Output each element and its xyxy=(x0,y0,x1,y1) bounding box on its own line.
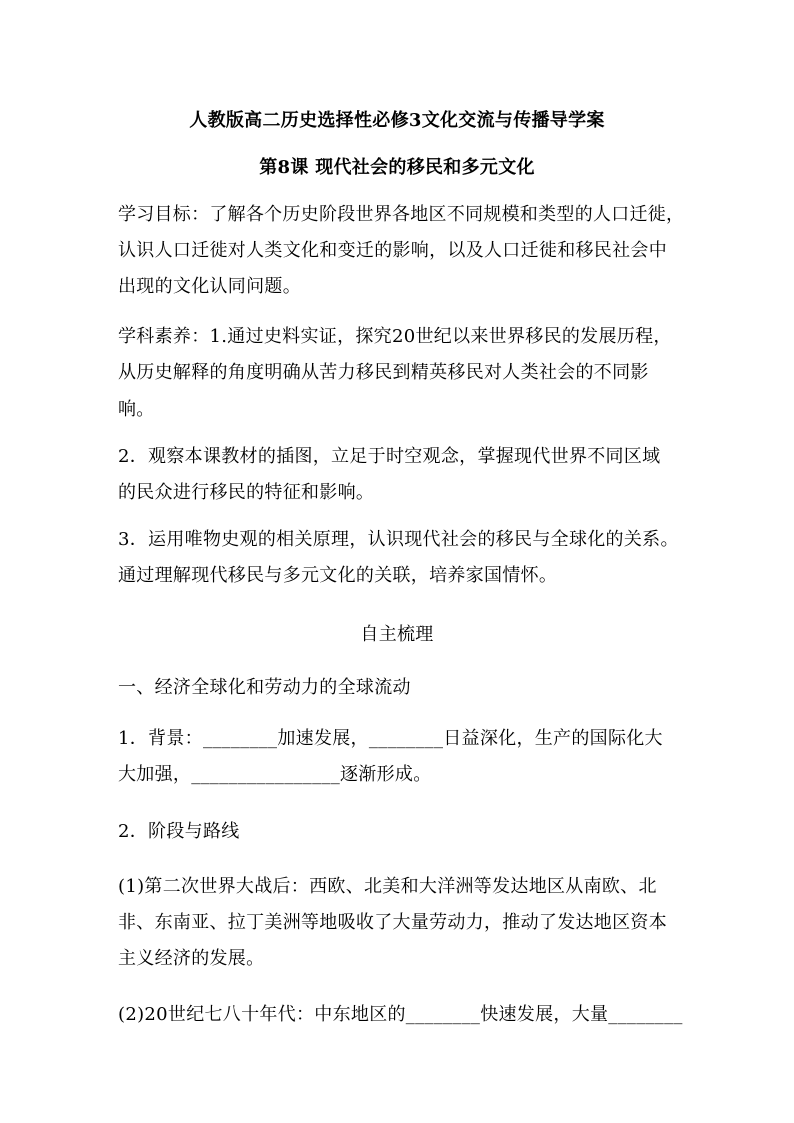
stage1-line-1: (1)第二次世界大战后：西欧、北美和大洋洲等发达地区从南欧、北 xyxy=(118,876,657,897)
point2-line-2: 的民众进行移民的特征和影响。 xyxy=(118,482,375,503)
goals-line-3: 出现的文化认同问题。 xyxy=(118,276,301,297)
literacy-line-1: 学科素养：1.通过史料实证，探究20世纪以来世界移民的发展历程， xyxy=(118,326,672,347)
document-title: 人教版高二历史选择性必修3文化交流与传播导学案 xyxy=(189,110,605,131)
section-heading: 自主梳理 xyxy=(360,624,434,645)
goals-line-2: 认识人口迁徙对人类文化和变迁的影响，以及人口迁徙和移民社会中 xyxy=(118,240,667,261)
stage1-line-2: 非、东南亚、拉丁美洲等地吸收了大量劳动力，推动了发达地区资本 xyxy=(118,912,667,933)
lesson-title: 第8课 现代社会的移民和多元文化 xyxy=(259,157,535,178)
goals-line-1: 学习目标：了解各个历史阶段世界各地区不同规模和类型的人口迁徙， xyxy=(118,204,685,225)
stage2-line-1: (2)20世纪七八十年代：中东地区的________快速发展，大量________ xyxy=(118,1004,683,1025)
point3-line-2: 通过理解现代移民与多元文化的关联，培养家国情怀。 xyxy=(118,565,558,586)
point2-line-1: 2．观察本课教材的插图，立足于时空观念，掌握现代世界不同区域 xyxy=(118,446,661,467)
part1-heading: 一、经济全球化和劳动力的全球流动 xyxy=(118,677,411,698)
stages-heading: 2．阶段与路线 xyxy=(118,821,240,842)
literacy-line-2: 从历史解释的角度明确从苦力移民到精英移民对人类社会的不同影 xyxy=(118,362,649,383)
point3-line-1: 3．运用唯物史观的相关原理，认识现代社会的移民与全球化的关系。 xyxy=(118,529,679,550)
literacy-line-3: 响。 xyxy=(118,399,155,420)
stage1-line-3: 主义经济的发展。 xyxy=(118,948,265,969)
background-line-1: 1．背景：________加速发展，________日益深化，生产的国际化大 xyxy=(118,728,663,749)
background-line-2: 大加强，________________逐渐形成。 xyxy=(118,764,432,785)
